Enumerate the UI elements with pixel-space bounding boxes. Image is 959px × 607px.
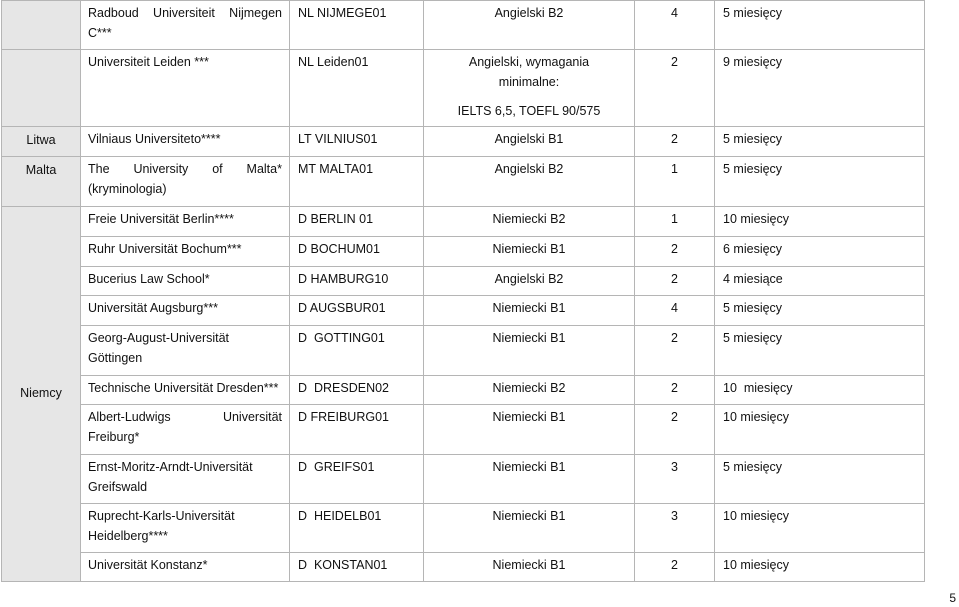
- table-row: [2, 296, 925, 326]
- places-cell: 2: [635, 553, 715, 582]
- university-cell: [81, 157, 290, 207]
- country-cell: Malta: [2, 157, 81, 207]
- duration-cell: 6 miesięcy: [715, 237, 925, 267]
- code-cell: D FREIBURG01: [290, 405, 424, 455]
- language-cell: Niemiecki B1: [424, 405, 635, 455]
- language-cell: Niemiecki B1: [424, 553, 635, 582]
- places-cell: 2: [635, 405, 715, 455]
- university-cell: Freie Universität Berlin****: [81, 207, 290, 237]
- code-cell: D GOTTING01: [290, 326, 424, 376]
- table-row: [2, 376, 925, 405]
- university-cell: Vilniaus Universiteto****: [81, 127, 290, 157]
- duration-cell: 10 miesięcy: [715, 504, 925, 553]
- code-cell: LT VILNIUS01: [290, 127, 424, 157]
- university-name-line: Radboud Universiteit Nijmegen: [88, 6, 282, 20]
- duration-cell: 5 miesięcy: [715, 127, 925, 157]
- duration-cell: 10 miesięcy: [715, 376, 925, 405]
- duration-cell: 9 miesięcy: [715, 50, 925, 127]
- code-cell: D DRESDEN02: [290, 376, 424, 405]
- table-row: [2, 455, 925, 504]
- university-name-line: C***: [88, 25, 112, 40]
- university-cell: Ruprecht-Karls-Universität Heidelberg****: [81, 504, 290, 553]
- table-row: [2, 1, 925, 50]
- language-cell: Niemiecki B1: [424, 504, 635, 553]
- places-cell: 4: [635, 1, 715, 50]
- language-cell: Angielski B2: [424, 267, 635, 296]
- university-cell: Universiteit Leiden ***: [81, 50, 290, 127]
- table-row: [2, 267, 925, 296]
- table-row: [2, 157, 925, 207]
- duration-cell: 10 miesięcy: [715, 405, 925, 455]
- code-cell: D BERLIN 01: [290, 207, 424, 237]
- code-cell: D HEIDELB01: [290, 504, 424, 553]
- university-cell: [81, 1, 290, 50]
- language-cell: Angielski B1: [424, 127, 635, 157]
- university-cell: Technische Universität Dresden***: [81, 376, 290, 405]
- country-cell: [2, 1, 81, 50]
- places-cell: 4: [635, 296, 715, 326]
- table-row: [2, 326, 925, 376]
- university-name-line: Albert-Ludwigs Universität: [88, 410, 282, 424]
- places-cell: 3: [635, 504, 715, 553]
- table-row: [2, 553, 925, 582]
- places-cell: 2: [635, 237, 715, 267]
- language-cell: Niemiecki B1: [424, 296, 635, 326]
- university-cell: Universität Augsburg***: [81, 296, 290, 326]
- country-cell: Litwa: [2, 127, 81, 157]
- language-cell: Angielski, wymagania minimalne: IELTS 6,5, TOEFL 90/575: [424, 50, 635, 127]
- places-cell: 3: [635, 455, 715, 504]
- language-cell: Niemiecki B2: [424, 376, 635, 405]
- code-cell: D GREIFS01: [290, 455, 424, 504]
- places-cell: 1: [635, 157, 715, 207]
- university-cell: Bucerius Law School*: [81, 267, 290, 296]
- table-row: [2, 237, 925, 267]
- places-cell: 2: [635, 50, 715, 127]
- page-number: 5: [949, 591, 956, 605]
- university-cell: Albert-Ludwigs Universität Freiburg*: [81, 405, 290, 455]
- duration-cell: 5 miesięcy: [715, 1, 925, 50]
- duration-cell: 4 miesiące: [715, 267, 925, 296]
- university-cell: Ruhr Universität Bochum***: [81, 237, 290, 267]
- code-cell: NL Leiden01: [290, 50, 424, 127]
- university-name-line: The University of Malta*: [88, 162, 282, 176]
- country-cell: [2, 50, 81, 127]
- code-cell: MT MALTA01: [290, 157, 424, 207]
- code-cell: D KONSTAN01: [290, 553, 424, 582]
- table-row: [2, 405, 925, 455]
- language-cell: Niemiecki B1: [424, 455, 635, 504]
- table-row: [2, 504, 925, 553]
- duration-cell: 5 miesięcy: [715, 157, 925, 207]
- places-cell: 2: [635, 267, 715, 296]
- university-name-line: (kryminologia): [88, 181, 167, 196]
- places-cell: 1: [635, 207, 715, 237]
- duration-cell: 5 miesięcy: [715, 296, 925, 326]
- duration-cell: 10 miesięcy: [715, 207, 925, 237]
- code-cell: D BOCHUM01: [290, 237, 424, 267]
- language-cell: Niemiecki B1: [424, 326, 635, 376]
- university-cell: Ernst-Moritz-Arndt-Universität Greifswald: [81, 455, 290, 504]
- university-cell: Georg-August-Universität Göttingen: [81, 326, 290, 376]
- table-row: [2, 50, 925, 127]
- exchange-table: [1, 0, 925, 582]
- places-cell: 2: [635, 127, 715, 157]
- university-cell: Universität Konstanz*: [81, 553, 290, 582]
- language-cell: Niemiecki B1: [424, 237, 635, 267]
- code-cell: D HAMBURG10: [290, 267, 424, 296]
- language-cell: Niemiecki B2: [424, 207, 635, 237]
- places-cell: 2: [635, 376, 715, 405]
- language-cell: Angielski B2: [424, 157, 635, 207]
- duration-cell: 10 miesięcy: [715, 553, 925, 582]
- places-cell: 2: [635, 326, 715, 376]
- duration-cell: 5 miesięcy: [715, 455, 925, 504]
- code-cell: NL NIJMEGE01: [290, 1, 424, 50]
- country-cell: Niemcy: [2, 207, 81, 582]
- language-cell: Angielski B2: [424, 1, 635, 50]
- duration-cell: 5 miesięcy: [715, 326, 925, 376]
- table-row: [2, 207, 925, 237]
- code-cell: D AUGSBUR01: [290, 296, 424, 326]
- table-row: [2, 127, 925, 157]
